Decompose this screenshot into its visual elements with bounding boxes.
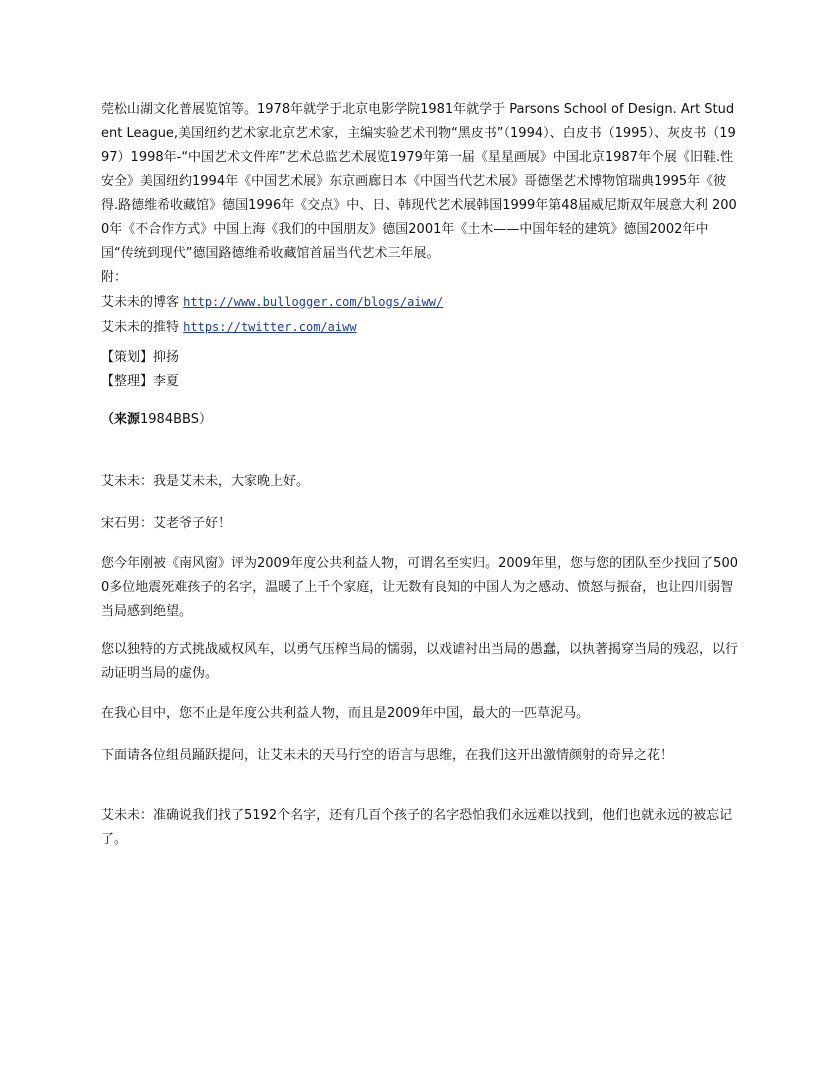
dialogue-para-2: 您以独特的方式挑战威权风车，以勇气压榨当局的懦弱，以戏谑衬出当局的愚蠢，以执著揭穿当局的残忍，以行动证明当局的虚伪。 <box>101 642 739 681</box>
intro-paragraph-block <box>101 98 741 266</box>
blog-line <box>101 290 741 315</box>
source-rest: 1984BBS） <box>140 412 212 427</box>
answer-1-block <box>101 804 741 852</box>
answer-1: 艾未未：准确说我们找了5192个名字，还有几百个孩子的名字恐怕我们永远难以找到，他们也就永远的被忘记了。 <box>101 808 733 847</box>
blog-link[interactable]: http://www.bullogger.com/blogs/aiww/ <box>183 295 444 309</box>
credit-planner: 【策划】抑扬 <box>101 350 180 365</box>
blog-label: 艾未未的博客 <box>101 295 180 310</box>
dialogue-para-3: 在我心目中，您不止是年度公共利益人物，而且是2009年中国，最大的一匹草泥马。 <box>101 706 590 721</box>
dialogue-line-2-block <box>101 512 741 536</box>
twitter-link[interactable]: https://twitter.com/aiww <box>183 320 357 334</box>
dialogue-line-2: 宋石男：艾老爷子好！ <box>101 516 232 531</box>
dialogue-para-2-block <box>101 638 741 686</box>
dialogue-para-4-block <box>101 744 741 768</box>
source-open: （来源 <box>101 412 141 427</box>
twitter-line <box>101 315 741 340</box>
credit-editor: 【整理】李夏 <box>101 374 180 389</box>
dialogue-para-3-block <box>101 702 741 726</box>
twitter-label: 艾未未的推特 <box>101 320 180 335</box>
source-line <box>101 408 741 432</box>
source-block <box>101 408 741 432</box>
appendix-label: 附： <box>101 270 128 285</box>
appendix-block <box>101 266 741 340</box>
dialogue-para-4: 下面请各位组员踊跃提问，让艾未未的天马行空的语言与思维，在我们这开出激情颜射的奇异之花！ <box>101 748 674 763</box>
dialogue-line-1: 艾未未：我是艾未未，大家晚上好。 <box>101 474 310 489</box>
dialogue-line-1-block <box>101 470 741 494</box>
intro-paragraph: 莞松山湖文化普展览馆等。1978年就学于北京电影学院1981年就学于 Parsons School of Design. Art Student League,美国纽约艺术家北京艺术家，主编实验艺术刊物“黑皮书”（1994）、白皮书（1995）、灰皮书（1997）1998年-“中国艺术文件库”艺术总监艺术展览1979年第一届《星星画展》中国北京1987年个展《旧鞋.性安全》美国纽约1994年《中国艺术展》东京画廊日本《中国当代艺术展》哥德堡艺术博物馆瑞典1995年《彼得.路德维希收藏馆》德国1996年《交点》中、日、韩现代艺术展韩国1999年第48届威尼斯双年展意大利 2000年《不合作方式》中国上海《我们的中国朋友》德国2001年《土木——中国年轻的建筑》德国2002年中国“传统到现代”德国路德维希收藏馆首届当代艺术三年展。 <box>101 102 737 261</box>
credits-block <box>101 346 741 394</box>
dialogue-para-1-block <box>101 552 741 624</box>
dialogue-para-1: 您今年刚被《南风窗》评为2009年度公共利益人物，可谓名至实归。2009年里，您与您的团队至少找回了5000多位地震死难孩子的名字，温暖了上千个家庭，让无数有良知的中国人为之感动、愤怒与振奋，也让四川弱智当局感到绝望。 <box>101 556 738 619</box>
